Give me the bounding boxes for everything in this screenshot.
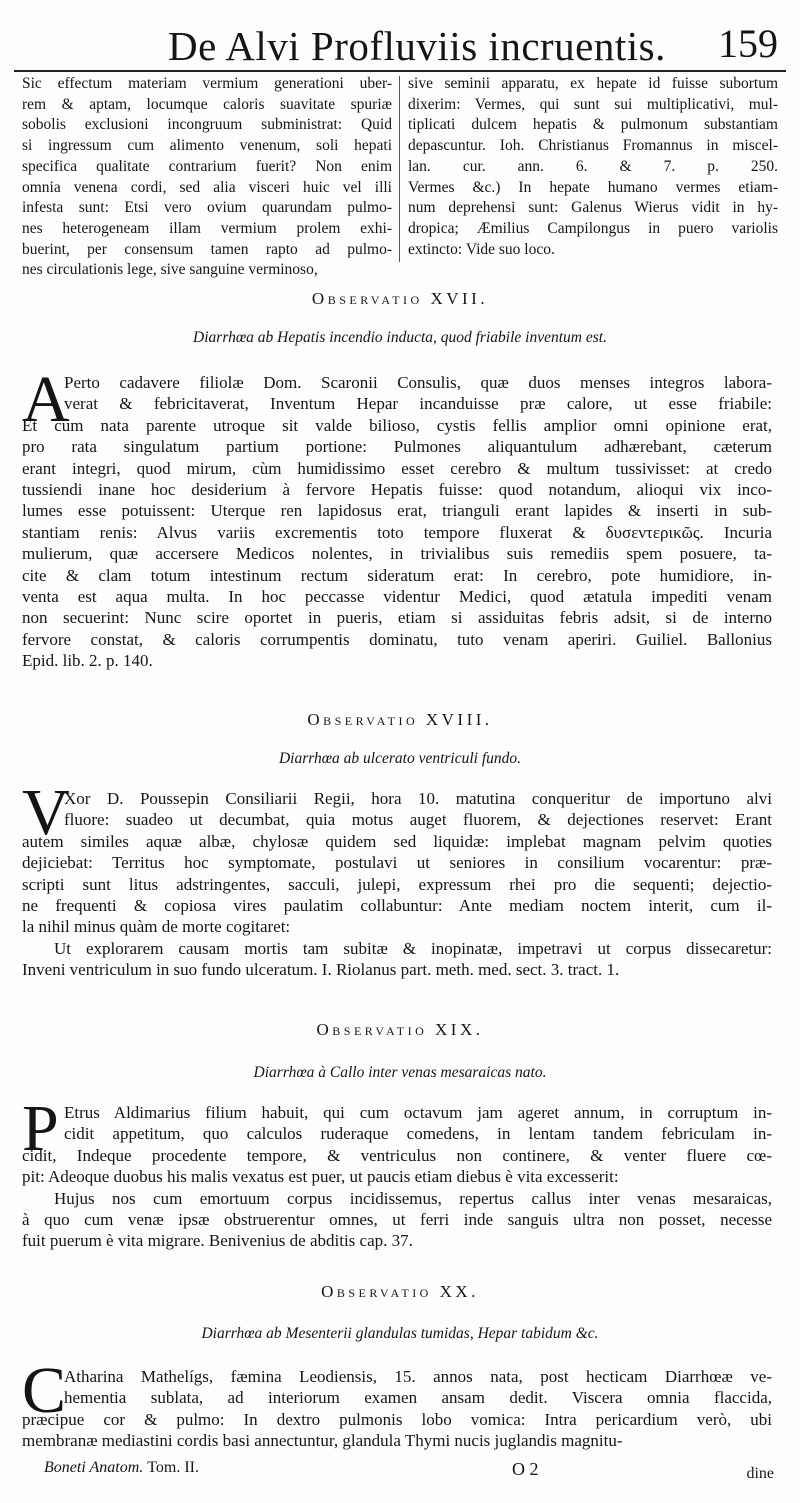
text-line: verat & febricitaverat, Inventum Hepar incanduisse præ calore, ut esse friabile: xyxy=(64,394,772,414)
text-line: Etrus Aldimarius filium habuit, qui cum octavum jam ageret annum, in corruptum in- xyxy=(64,1103,772,1122)
text-line: Et cum nata parente utroque sit valde bilioso, cystis fellis amplior omni opinione erat, xyxy=(22,415,772,435)
observation-subtitle: Diarrhœa ab ulcerato ventriculi fundo. xyxy=(278,750,522,767)
text-line: non secuerint: Nunc scire oportet in pueris, etiam si assiduitas febris adsit, si de interno xyxy=(22,608,772,628)
drop-cap: V xyxy=(22,776,70,849)
drop-cap: A xyxy=(22,363,70,436)
text-line: Perto cadavere filiolæ Dom. Scaronii Consulis, quæ duos menses integros labora- xyxy=(64,373,772,392)
observation-heading: Observatio XIX. xyxy=(316,1020,484,1039)
text-line: cidit appetitum, quo calculos ruderaque comedens, in lentam tandem febriculam in- xyxy=(64,1124,772,1144)
observation-body xyxy=(22,1102,772,1252)
text-line: dejiciebat: Territus hoc symptomate, postulavi ut seniores in consilium vocarentur: præ- xyxy=(22,853,772,873)
page-footer xyxy=(44,1459,774,1489)
text-line: cite & clam totum intestinum rectum sideratum erat: In cerebro, pote humidiore, in- xyxy=(22,565,772,585)
text-line: nes circulationis lege, sive sanguine verminoso, xyxy=(22,261,318,279)
signature-mark: O 2 xyxy=(512,1459,539,1479)
column-divider xyxy=(399,76,400,262)
text-line: Atharina Mathelígs, fæmina Leodiensis, 15. annos nata, post hecticam Diarrhœæ ve- xyxy=(64,1367,772,1386)
text-line: nes heterogeneam illam vermium prolem exhi- xyxy=(22,219,392,237)
text-line: sobolis exclusioni incongruum subministrat: Quid xyxy=(22,116,392,134)
observation-body xyxy=(22,788,772,981)
text-line: membranæ mediastini cordis basi annectuntur, glandula Thymi nucis juglandis magnitu- xyxy=(22,1431,623,1451)
text-line: autem similes aquæ albæ, chylosæ quidem sed liquidæ: implebat magnam pelvim quoties xyxy=(22,831,772,851)
text-line: Inveni ventriculum in suo fundo ulceratum. I. Riolanus part. meth. med. sect. 3. tract. 1. xyxy=(22,960,620,980)
text-line: specifica qualitate contrarium fuerit? Non enim xyxy=(22,157,392,175)
text-line: erant integri, quod mirum, cùm humidissimo esset cerebro & multum tussivisset: at credo xyxy=(22,458,772,478)
text-line: dropica; Æmilius Campilongus in puero variolis xyxy=(408,219,778,237)
page-number: 159 xyxy=(718,21,778,66)
text-line: fuit puerum è vita migrare. Benivenius de abditis cap. 37. xyxy=(22,1231,413,1251)
book-signature: Boneti Anatom. xyxy=(44,1459,144,1476)
text-line: lumes esse potuissent: Uterque ren lapidosus erat, trianguli erant lapides & inserti in sub- xyxy=(22,501,772,521)
text-line: à quo cum venæ ipsæ obstruerentur omnes, ut ferri inde sanguis ultra non posset, necesse xyxy=(22,1210,772,1230)
drop-cap: C xyxy=(22,1354,67,1427)
text-line: buerint, per consensum tamen rapto ad pulmo- xyxy=(22,240,392,258)
text-line: pro rata singulatum partium portione: Pulmones aliquantulum adhærebant, cæterum xyxy=(22,437,772,457)
running-header xyxy=(0,12,800,72)
catchword: dine xyxy=(746,1465,774,1482)
text-line: sive seminii apparatu, ex hepate id fuisse subortum xyxy=(408,75,778,92)
observation-heading: Observatio XX. xyxy=(321,1282,479,1301)
text-line: stantiam renis: Alvus variis excrementis toto tempore fluxerat & δυσεντερικῶς. Incuria xyxy=(22,522,772,542)
observation-heading: Observatio XVIII. xyxy=(307,710,493,729)
text-line: omnia venena cordi, sed alia visceri huic vel illi xyxy=(22,178,392,196)
text-line: Vermes &c.) In hepate humano vermes etiam- xyxy=(408,178,778,196)
text-line: mulierum, quæ accersere Medicos nolentes, in trivialibus suis remediis spem posuere, ta- xyxy=(22,544,772,564)
two-column-continuation xyxy=(22,74,782,279)
text-line: Hujus nos cum emortuum corpus incidissemus, repertus callus inter venas mesaraicas, xyxy=(54,1188,772,1208)
left-column xyxy=(22,74,392,281)
text-line: hementia sublata, ad interiorum examen ansam dedit. Viscera omnia flaccida, xyxy=(64,1388,772,1408)
text-line: si ingressum cum alimento venenum, soli hepati xyxy=(22,137,392,155)
volume-label: Tom. II. xyxy=(147,1459,200,1476)
running-title: De Alvi Profluviis incruentis. xyxy=(168,23,666,69)
header-rule xyxy=(14,70,786,72)
observation-subtitle: Diarrhœa ab Mesenterii glandulas tumidas, Hepar tabidum &c. xyxy=(201,1325,599,1342)
text-line: venta est aqua multa. In hoc peccasse videntur Medici, quod ætatula impediti venam xyxy=(22,587,772,607)
text-line: cidit, Indeque procedente tempore, & ventriculus non continere, & venter fluere cœ- xyxy=(22,1145,772,1165)
text-line: lan. cur. ann. 6. & 7. p. 250. xyxy=(408,157,778,175)
signature-line xyxy=(44,1459,199,1477)
text-line: fervore constat, & caloris corrumpentis dominatu, tuto venam aperiri. Guiliel. Ballonius xyxy=(22,629,772,649)
observation-heading: Observatio XVII. xyxy=(311,289,489,308)
text-line: num deprehensi sunt: Galenus Wierus vidit in hy- xyxy=(408,199,778,217)
text-line: præcipue cor & pulmo: In dextro pulmonis lobo vomica: Intra pericardium verò, ubi xyxy=(22,1409,772,1429)
text-line: tussiendi inane hoc desiderium à fervore Hepatis fuisse: quod notandum, alioqui vix inco- xyxy=(22,480,772,500)
text-line: Epid. lib. 2. p. 140. xyxy=(22,651,153,671)
text-line: dixerim: Vermes, qui sunt sui multiplicativi, mul- xyxy=(408,95,778,113)
text-line: rem & aptam, locumque caloris suavitate spuriæ xyxy=(22,95,392,113)
right-column xyxy=(408,74,778,260)
text-line: ne frequenti & copiosa vires paulatim collabuntur: Ante mediam noctem interit, cum il- xyxy=(22,896,772,916)
text-line: Ut explorarem causam mortis tam subitæ & inopinatæ, impetravi ut corpus dissecaretur: xyxy=(54,938,772,958)
text-line: extincto: Vide suo loco. xyxy=(408,240,555,258)
observation-body xyxy=(22,363,772,672)
text-line: Xor D. Poussepin Consiliarii Regii, hora 10. matutina conqueritur de importuno alvi xyxy=(64,789,772,808)
observation-subtitle: Diarrhœa à Callo inter venas mesaraicas nato. xyxy=(253,1064,547,1081)
text-line: pit: Adeoque duobus his malis vexatus est puer, ut paucis etiam diebus è vita excesserit: xyxy=(22,1167,619,1187)
text-line: depascuntur. Ioh. Christianus Fromannus in miscel- xyxy=(408,137,778,155)
drop-cap: P xyxy=(22,1092,59,1165)
text-line: infesta sunt: Etsi vero ovium quarundam pulmo- xyxy=(22,199,392,217)
observation-body xyxy=(22,1366,772,1452)
observation-subtitle: Diarrhœa ab Hepatis incendio inducta, quod friabile inventum est. xyxy=(193,329,607,346)
text-line: la nihil minus quàm de morte cogitaret: xyxy=(22,917,291,937)
text-line: fluore: suadeo ut decumbat, quia motus auget fluorem, & dejectiones reservet: Erant xyxy=(64,810,772,830)
text-line: Sic effectum materiam vermium generationi uber- xyxy=(22,75,392,92)
text-line: scripti sunt litus adstringentes, sacculi, julepi, expressum rhei pro die sequenti; dejectio- xyxy=(22,874,772,894)
text-line: tiplicati dulcem hepatis & pulmonum substantiam xyxy=(408,116,778,134)
